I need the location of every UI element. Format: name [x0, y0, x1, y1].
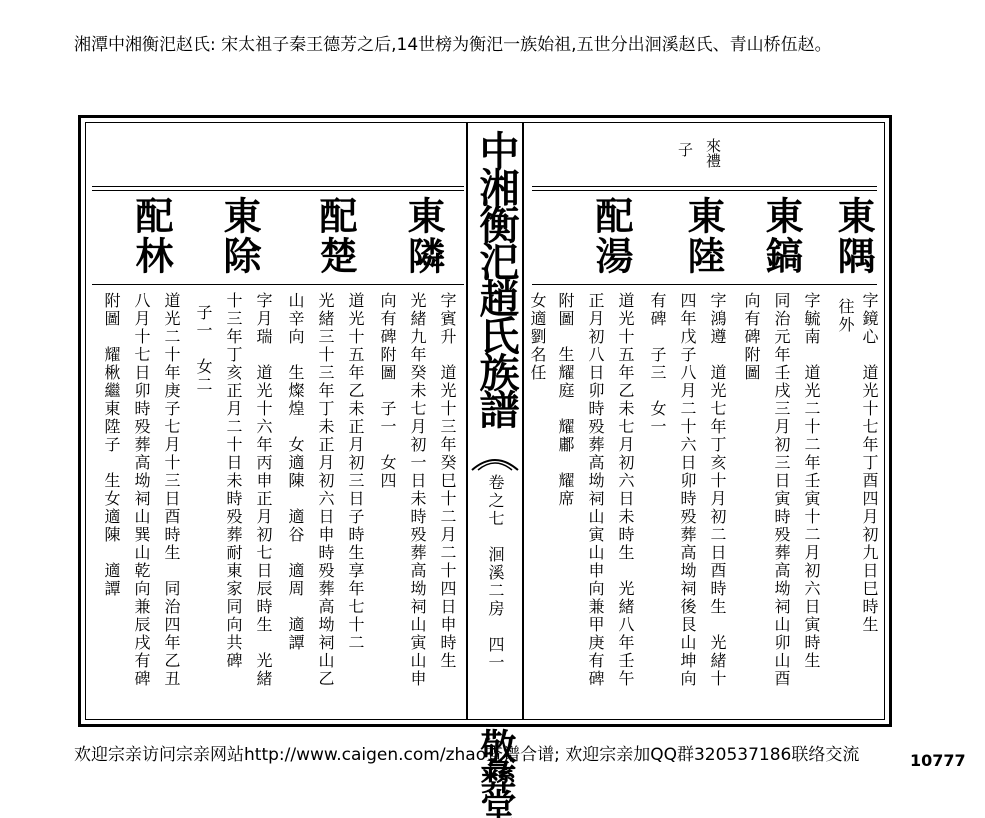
right-name-4: 配湯: [589, 196, 634, 276]
right-col-10: 正月初八日卯時殁葬高坳祠山寅山申向兼甲庚有碑: [586, 292, 605, 688]
left-col-12: 附圖 耀楸繼東陞子 生女適陳 適譚: [102, 292, 121, 598]
left-col-11: 八月十七日卯時殁葬高坳祠山巽山乾向兼辰戌有碑: [132, 292, 151, 688]
spine-title: 中湘衡汜趙氏族譜: [473, 130, 520, 426]
right-col-8: 有碑 子三 女一: [648, 292, 667, 436]
spine-hall-name: 敬彝堂: [475, 728, 517, 818]
right-page-top-note-2: 來禮: [704, 138, 722, 168]
left-col-9: 子一 女二: [194, 304, 213, 394]
left-col-2: 光緒九年癸未七月初一日未時殁葬高坳祠山寅山申: [408, 292, 427, 688]
right-col-4: 同治元年壬戌三月初三日寅時殁葬高坳祠山卯山酉: [772, 292, 791, 688]
right-page-rule: [532, 186, 877, 187]
right-col-12: 女適劉名任: [528, 292, 547, 382]
right-col-3: 字毓南 道光二十二年壬寅十二月初六日寅時生: [802, 292, 821, 670]
book-spine: [466, 122, 524, 818]
right-col-9: 道光十五年乙未七月初六日未時生 光緒八年壬午: [616, 292, 635, 688]
spine-volume: 卷之七 洄溪二房 四一: [486, 474, 505, 672]
bottom-caption: 欢迎宗亲访问宗亲网站http://www.caigen.com/zhao查谱合谱; 欢迎宗亲加QQ群320537186联络交流: [74, 745, 860, 765]
right-col-7: 四年戊子八月二十六日卯時殁葬高坳祠後艮山坤向: [678, 292, 697, 688]
right-page-rule-3: [532, 284, 877, 285]
page-number: 10777: [910, 751, 966, 770]
right-name-3: 東陸: [681, 196, 726, 276]
left-page-rule: [92, 186, 464, 187]
right-page-top-note: 子: [676, 142, 694, 157]
right-page-rule-2: [532, 190, 877, 191]
right-col-5: 向有碑附圖: [742, 292, 761, 382]
left-col-6: 山辛向 生燦煌 女適陳 適谷 適周 適譚: [286, 292, 305, 652]
left-col-1: 字賓升 道光十三年癸巳十二月二十四日申時生: [438, 292, 457, 670]
right-name-1: 東隅: [831, 196, 876, 276]
right-name-2: 東鎬: [759, 196, 804, 276]
left-col-5: 光緒三十三年丁未正月初六日申時殁葬高坳祠山乙: [316, 292, 335, 688]
left-name-4: 配林: [129, 196, 174, 276]
left-col-10: 道光二十年庚子七月十三日酉時生 同治四年乙丑: [162, 292, 181, 688]
left-col-4: 道光十五年乙未正月初三日子時生享年七十二: [346, 292, 365, 652]
right-col-1: 字鏡心 道光十七年丁酉四月初九日巳時生: [860, 292, 879, 634]
left-col-7: 字月瑞 道光十六年丙申正月初七日辰時生 光緒: [254, 292, 273, 688]
top-caption: 湘潭中湘衡汜赵氏: 宋太祖子秦王德芳之后,14世榜为衡汜一族始祖,五世分出洄溪赵氏、青山桥伍赵。: [74, 35, 832, 55]
right-col-6: 字鴻遵 道光七年丁亥十月初二日酉時生 光緒十: [708, 292, 727, 688]
left-page-rule-3: [92, 284, 464, 285]
right-col-11: 附圖 生耀庭 耀鄘 耀席: [556, 292, 575, 508]
left-col-3: 向有碑附圖 子一 女四: [378, 292, 397, 490]
left-name-3: 東除: [217, 196, 262, 276]
left-page-rule-2: [92, 190, 464, 191]
right-col-2: 往外: [836, 298, 855, 334]
left-name-1: 東隣: [401, 196, 446, 276]
left-col-8: 十三年丁亥正月二十日未時殁葬耐東家同向共碑: [224, 292, 243, 670]
spine-ornament: [470, 450, 520, 472]
left-name-2: 配楚: [313, 196, 358, 276]
